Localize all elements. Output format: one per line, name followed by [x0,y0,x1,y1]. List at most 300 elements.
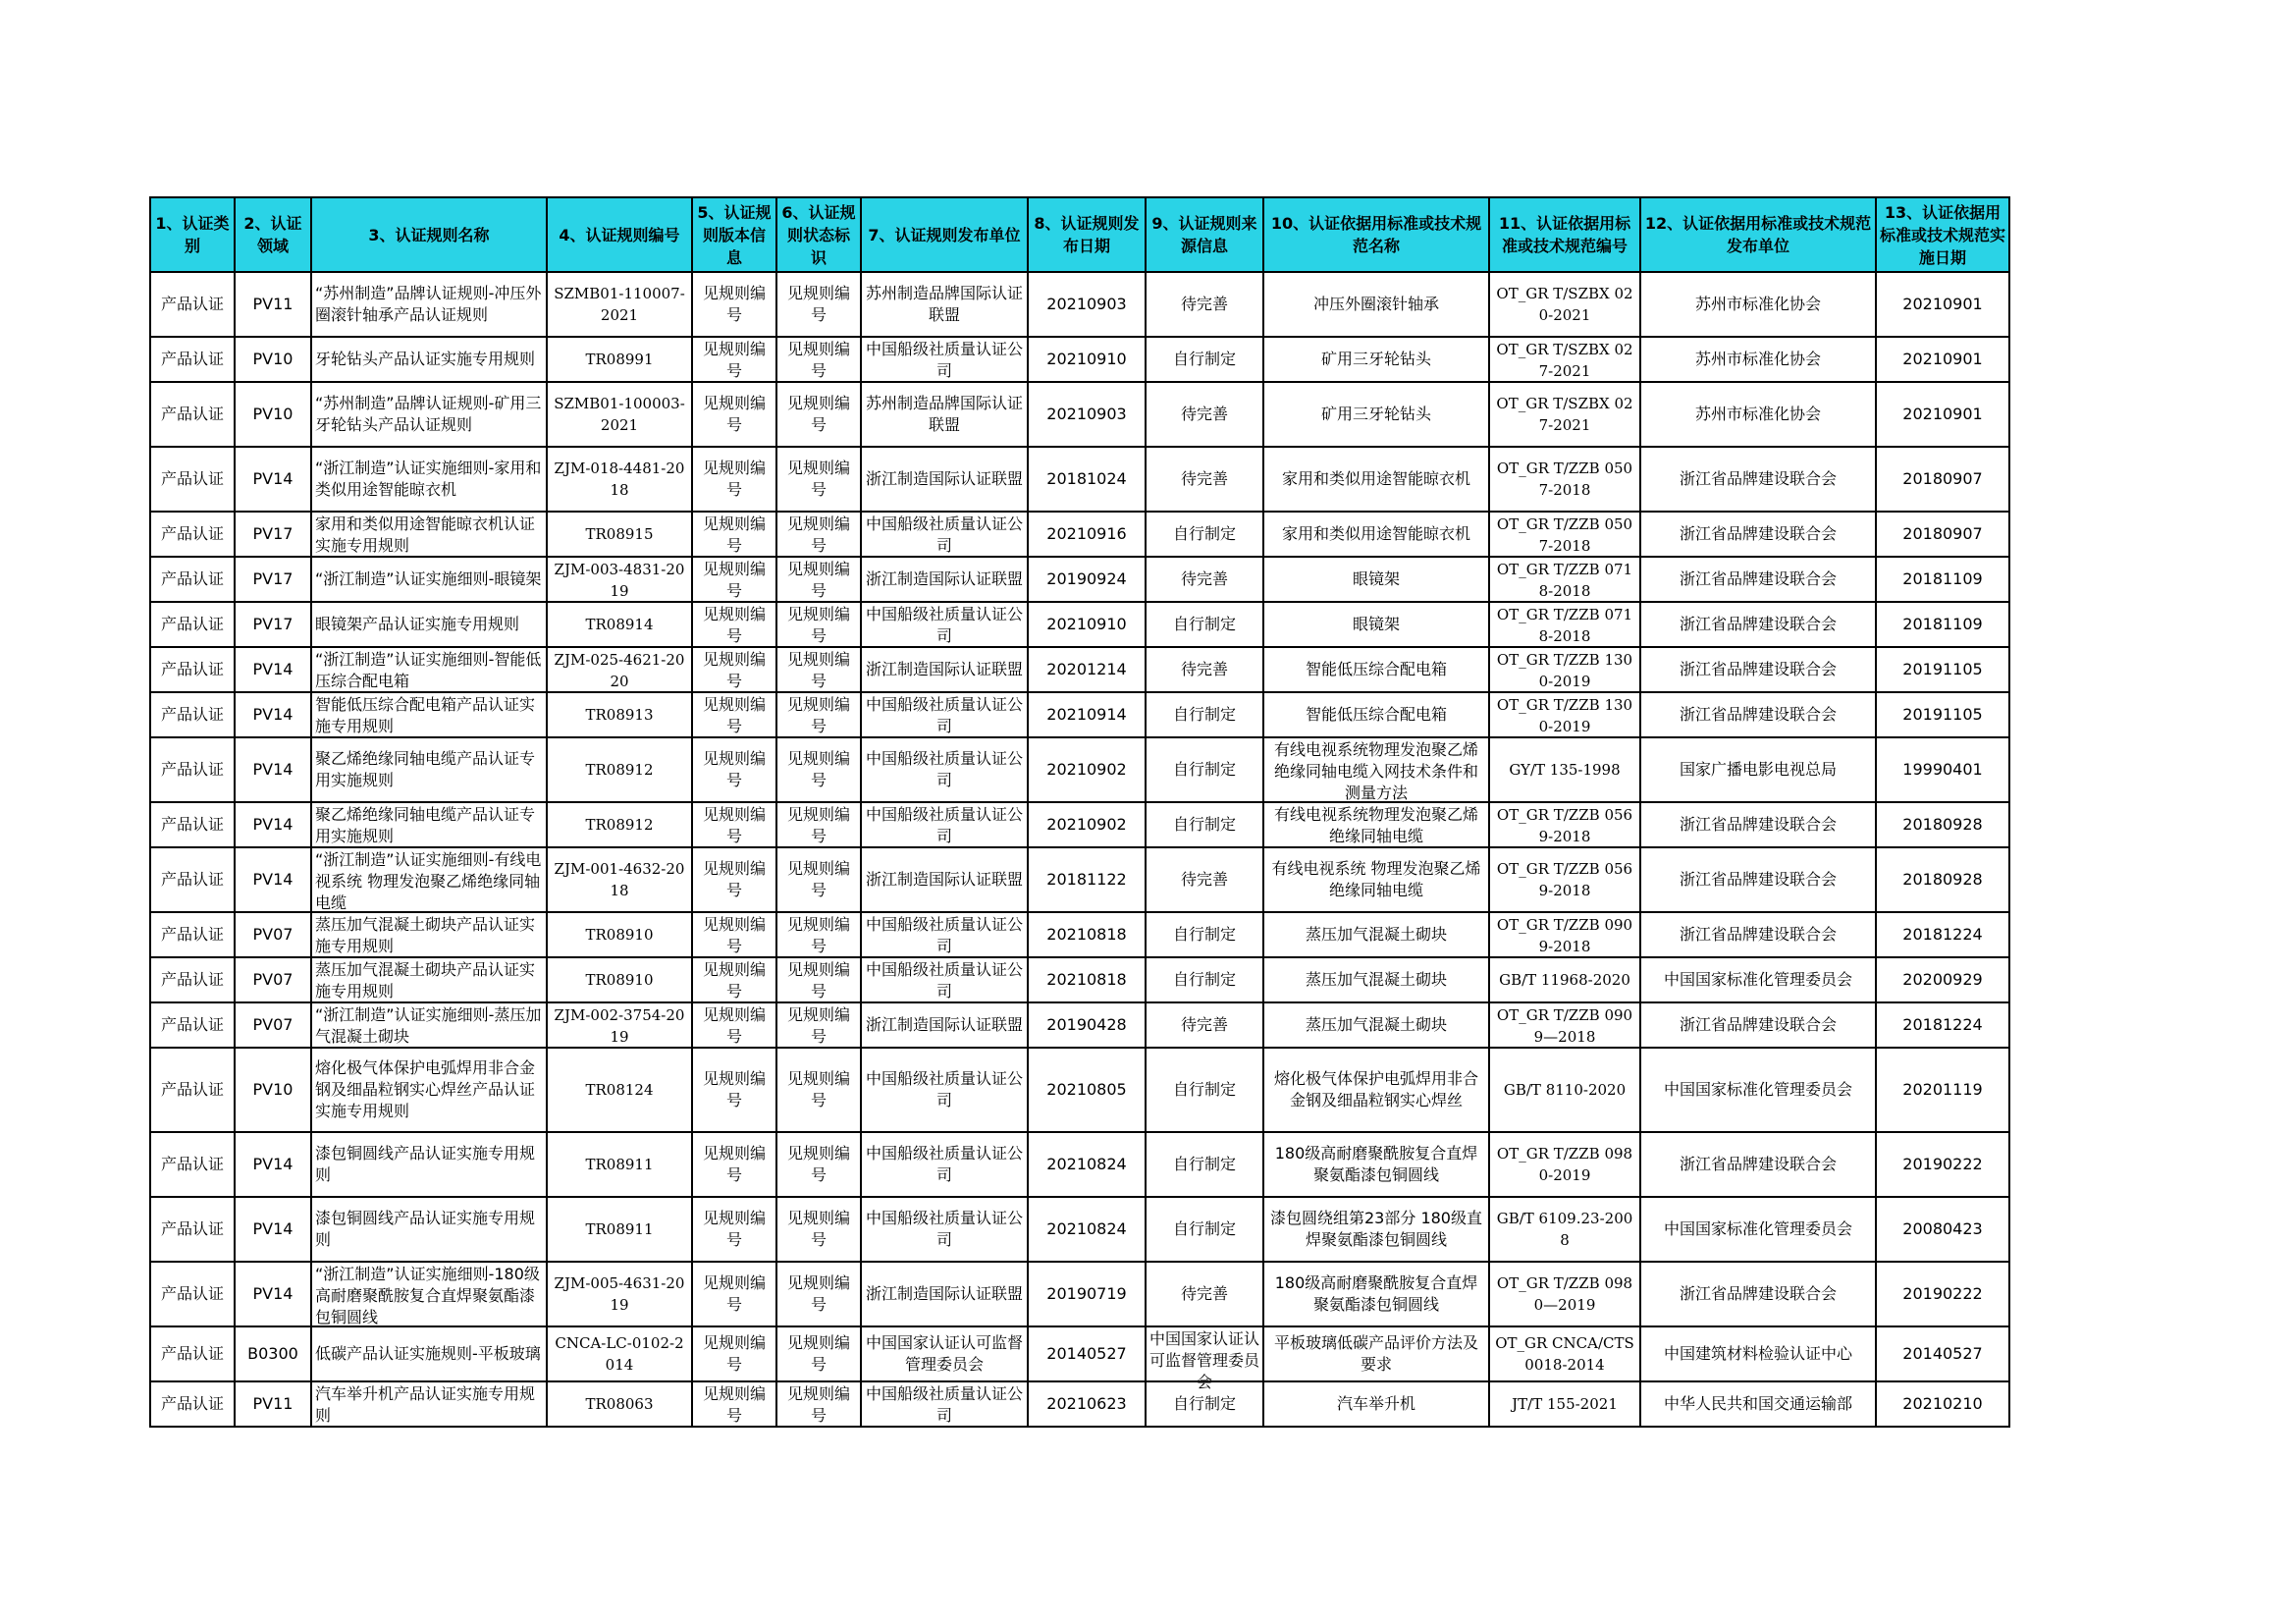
cell-col-5 [692,1262,776,1326]
cell-col-6 [776,382,861,447]
cell-col-1 [150,512,235,557]
cell-col-3 [311,647,547,692]
cell-text: 蒸压加气混凝土砌块 [1305,925,1447,944]
cell-text: PV14 [252,660,294,678]
cell-text: 牙轮钻头产品认证实施专用规则 [315,350,536,368]
cell-col-13 [1876,802,2009,847]
cell-text: 20210903 [1046,295,1127,313]
cell-col-3 [311,1262,547,1326]
table-row [150,1381,2009,1427]
cell-col-4 [547,647,692,692]
cell-col-1 [150,912,235,957]
cell-text: PV14 [252,1155,294,1173]
cell-text: B0300 [247,1344,298,1363]
cell-col-9 [1146,647,1263,692]
cell-col-8 [1028,1262,1146,1326]
cell-col-5 [692,1002,776,1048]
cell-col-12 [1640,382,1876,447]
cell-text: 自行制定 [1172,705,1236,724]
cell-col-9 [1146,1197,1263,1262]
cell-text: OT_GR T/ZZB 0569-2018 [1496,860,1633,899]
cell-text: 产品认证 [160,350,224,368]
cell-text: 20210818 [1046,925,1127,944]
cell-col-10 [1263,337,1489,382]
cell-col-9 [1146,382,1263,447]
cell-col-8 [1028,802,1146,847]
cell-col-6 [776,272,861,337]
cell-col-10 [1263,602,1489,647]
cell-text: 19990401 [1902,760,1983,779]
cell-col-3 [311,692,547,737]
cell-col-9 [1146,912,1263,957]
cell-text: 浙江省品牌建设联合会 [1679,660,1837,678]
cell-text: 产品认证 [160,1015,224,1034]
cell-text: 20210824 [1046,1155,1127,1173]
cell-col-10 [1263,647,1489,692]
cell-text: 浙江制造国际认证联盟 [865,469,1023,488]
column-header-9: 9、认证规则来源信息 [1146,197,1263,272]
cell-col-4 [547,1002,692,1048]
cell-col-13 [1876,557,2009,602]
cell-text: 见规则编号 [786,514,850,555]
cell-text: 智能低压综合配电箱 [1305,705,1447,724]
cell-text: 眼镜架 [1352,569,1400,588]
cell-text: 见规则编号 [786,1209,850,1249]
cell-text: 见规则编号 [702,805,766,845]
cell-col-4 [547,1048,692,1132]
table-row [150,912,2009,957]
cell-col-11 [1489,802,1640,847]
cell-col-2 [235,1326,311,1381]
table-row [150,272,2009,337]
cell-text: TR08911 [585,1220,654,1238]
cell-col-5 [692,1197,776,1262]
cell-col-11 [1489,512,1640,557]
cell-text: 见规则编号 [786,340,850,380]
cell-text: 聚乙烯绝缘同轴电缆产品认证专用实施规则 [315,749,536,789]
cell-col-13 [1876,447,2009,512]
column-header-5: 5、认证规则版本信息 [692,197,776,272]
cell-text: 20190428 [1046,1015,1127,1034]
cell-col-13 [1876,382,2009,447]
cell-text: 20181224 [1902,1015,1983,1034]
cell-text: OT_GR T/ZZB 0980-2019 [1496,1145,1633,1184]
cell-col-13 [1876,647,2009,692]
cell-col-6 [776,957,861,1002]
cell-text: PV14 [252,760,294,779]
cell-text: 中国国家标准化管理委员会 [1663,1219,1852,1238]
cell-text: 20080423 [1902,1219,1983,1238]
cell-text: PV14 [252,1284,294,1303]
cell-text: 浙江制造国际认证联盟 [865,1015,1023,1034]
cell-col-12 [1640,1326,1876,1381]
cell-text: 见规则编号 [702,1384,766,1425]
cell-col-6 [776,1197,861,1262]
cell-col-12 [1640,1002,1876,1048]
cell-text: 见规则编号 [702,340,766,380]
cell-col-5 [692,912,776,957]
column-header-11: 11、认证依据用标准或技术规范编号 [1489,197,1640,272]
cell-text: 20190924 [1046,569,1127,588]
cell-text: 见规则编号 [786,1005,850,1046]
cell-text: PV10 [252,1080,294,1099]
cell-col-8 [1028,737,1146,802]
cell-col-1 [150,337,235,382]
cell-text: 待完善 [1180,1015,1228,1034]
cell-col-6 [776,1262,861,1326]
column-header-6: 6、认证规则状态标识 [776,197,861,272]
cell-col-3 [311,602,547,647]
cell-col-12 [1640,647,1876,692]
cell-col-9 [1146,1048,1263,1132]
cell-text: “浙江制造”认证实施细则-180级高耐磨聚酰胺复合直焊聚氨酯漆包铜圆线 [315,1265,540,1326]
column-header-3: 3、认证规则名称 [311,197,547,272]
table-row [150,512,2009,557]
cell-text: 自行制定 [1172,1219,1236,1238]
cell-col-7 [861,382,1028,447]
cell-text: 产品认证 [160,569,224,588]
cell-col-7 [861,272,1028,337]
cell-text: 自行制定 [1172,970,1236,989]
cell-col-8 [1028,382,1146,447]
cell-col-13 [1876,737,2009,802]
cell-col-11 [1489,1132,1640,1197]
cell-text: PV17 [252,569,294,588]
table-row [150,1262,2009,1326]
column-header-10: 10、认证依据用标准或技术规范名称 [1263,197,1489,272]
cell-text: 见规则编号 [786,459,850,499]
cell-text: 产品认证 [160,524,224,543]
cell-col-1 [150,692,235,737]
cell-text: 矿用三牙轮钻头 [1320,405,1431,423]
cell-col-5 [692,1132,776,1197]
table-header [150,197,2009,272]
cell-col-12 [1640,912,1876,957]
cell-text: 见规则编号 [702,960,766,1001]
cell-col-2 [235,557,311,602]
cell-col-7 [861,602,1028,647]
cell-col-10 [1263,692,1489,737]
cell-col-1 [150,382,235,447]
cell-col-6 [776,557,861,602]
cell-text: 漆包铜圆线产品认证实施专用规则 [315,1209,536,1249]
cell-text: 自行制定 [1172,925,1236,944]
cell-col-10 [1263,1002,1489,1048]
cell-text: TR08911 [585,1156,654,1173]
cell-col-4 [547,382,692,447]
cell-col-9 [1146,272,1263,337]
cell-col-10 [1263,1381,1489,1427]
cell-col-13 [1876,602,2009,647]
cell-text: 中国船级社质量认证公司 [865,605,1023,645]
cell-col-7 [861,1381,1028,1427]
cell-col-5 [692,382,776,447]
cell-text: 20180907 [1902,469,1983,488]
cell-text: TR08910 [585,971,654,989]
cell-text: 浙江制造国际认证联盟 [865,569,1023,588]
cell-text: 产品认证 [160,295,224,313]
cell-text: 见规则编号 [702,1005,766,1046]
cell-text: OT_GR T/ZZB 0718-2018 [1496,561,1633,600]
cell-col-6 [776,802,861,847]
cell-col-6 [776,847,861,912]
cell-col-6 [776,647,861,692]
cell-text: 中国船级社质量认证公司 [865,1144,1023,1184]
cell-col-5 [692,847,776,912]
cell-col-5 [692,272,776,337]
cell-col-10 [1263,912,1489,957]
cell-col-13 [1876,512,2009,557]
cell-col-10 [1263,557,1489,602]
cell-text: GY/T 135-1998 [1509,761,1621,779]
cell-col-7 [861,1132,1028,1197]
cell-text: 见规则编号 [786,749,850,789]
cell-col-4 [547,1262,692,1326]
cell-col-13 [1876,912,2009,957]
cell-col-4 [547,802,692,847]
cell-col-11 [1489,737,1640,802]
cell-text: 待完善 [1180,469,1228,488]
cell-text: 漆包圆绕组第23部分 180级直焊聚氨酯漆包铜圆线 [1270,1209,1482,1249]
cell-text: PV14 [252,870,294,889]
cell-col-2 [235,1132,311,1197]
cell-col-5 [692,447,776,512]
cell-col-6 [776,512,861,557]
cell-col-13 [1876,1381,2009,1427]
table-row [150,1048,2009,1132]
cell-text: 20210901 [1902,405,1983,423]
cell-col-12 [1640,557,1876,602]
cell-text: 智能低压综合配电箱产品认证实施专用规则 [315,695,536,735]
cell-col-8 [1028,1381,1146,1427]
cell-text: OT_GR T/ZZB 1300-2019 [1496,651,1633,690]
cell-text: 见规则编号 [702,560,766,600]
cell-text: 20201214 [1046,660,1127,678]
cell-col-4 [547,912,692,957]
cell-text: 20140527 [1902,1344,1983,1363]
cell-text: 中国建筑材料检验认证中心 [1663,1344,1852,1363]
cell-text: 产品认证 [160,760,224,779]
cell-col-8 [1028,1002,1146,1048]
cell-col-13 [1876,1262,2009,1326]
cell-text: 20190222 [1902,1284,1983,1303]
cell-text: 产品认证 [160,1219,224,1238]
cell-col-1 [150,802,235,847]
cell-col-12 [1640,447,1876,512]
cell-col-2 [235,382,311,447]
table-row [150,692,2009,737]
column-header-4: 4、认证规则编号 [547,197,692,272]
cell-col-6 [776,1048,861,1132]
cell-col-11 [1489,447,1640,512]
cell-col-7 [861,1262,1028,1326]
cell-text: 见规则编号 [786,284,850,324]
cell-text: 中国船级社质量认证公司 [865,514,1023,555]
cell-col-13 [1876,1197,2009,1262]
cell-text: 20210914 [1046,705,1127,724]
cell-text: OT_GR T/ZZB 0507-2018 [1496,460,1633,499]
cell-col-7 [861,447,1028,512]
cell-col-9 [1146,1132,1263,1197]
table-row [150,382,2009,447]
cell-col-11 [1489,847,1640,912]
cell-col-11 [1489,1002,1640,1048]
cell-col-8 [1028,1197,1146,1262]
cell-text: 苏州制造品牌国际认证联盟 [865,284,1023,324]
cell-text: 见规则编号 [786,695,850,735]
cell-col-12 [1640,272,1876,337]
cell-text: 蒸压加气混凝土砌块产品认证实施专用规则 [315,915,536,955]
cell-text: 苏州制造品牌国际认证联盟 [865,394,1023,434]
cell-text: 浙江省品牌建设联合会 [1679,925,1837,944]
cell-col-10 [1263,1326,1489,1381]
cell-text: 见规则编号 [786,605,850,645]
cell-text: 20210910 [1046,350,1127,368]
cell-text: 20190719 [1046,1284,1127,1303]
cell-text: 自行制定 [1172,815,1236,834]
cell-col-7 [861,557,1028,602]
cell-col-2 [235,1262,311,1326]
cell-col-5 [692,802,776,847]
cell-col-3 [311,557,547,602]
cell-col-11 [1489,1197,1640,1262]
cell-text: OT_GR CNCA/CTS 0018-2014 [1495,1334,1634,1374]
cell-text: PV17 [252,615,294,633]
cell-col-8 [1028,337,1146,382]
cell-col-2 [235,1197,311,1262]
cell-text: 自行制定 [1172,760,1236,779]
cell-text: 产品认证 [160,705,224,724]
cell-text: 苏州市标准化协会 [1694,405,1821,423]
cell-col-13 [1876,847,2009,912]
table-row [150,447,2009,512]
cell-col-9 [1146,692,1263,737]
cell-col-8 [1028,512,1146,557]
cell-text: 蒸压加气混凝土砌块产品认证实施专用规则 [315,960,536,1001]
cell-col-9 [1146,512,1263,557]
cell-col-3 [311,802,547,847]
cell-col-6 [776,602,861,647]
cell-text: 见规则编号 [702,1209,766,1249]
cell-text: 中国船级社质量认证公司 [865,340,1023,380]
cell-col-7 [861,1326,1028,1381]
cell-text: 中国船级社质量认证公司 [865,1069,1023,1109]
cell-text: “浙江制造”认证实施细则-家用和类似用途智能晾衣机 [315,459,542,499]
table-row [150,602,2009,647]
cell-col-3 [311,737,547,802]
cell-text: 产品认证 [160,660,224,678]
cell-text: GB/T 8110-2020 [1503,1081,1627,1099]
table-row [150,647,2009,692]
cell-text: 中国国家标准化管理委员会 [1663,970,1852,989]
cell-text: GB/T 6109.23-2008 [1496,1210,1633,1249]
cell-text: 待完善 [1180,870,1228,889]
cell-text: 眼镜架产品认证实施专用规则 [315,615,520,633]
cell-col-13 [1876,272,2009,337]
cell-col-1 [150,737,235,802]
cell-text: 见规则编号 [702,459,766,499]
cell-col-8 [1028,912,1146,957]
cell-text: “浙江制造”认证实施细则-眼镜架 [315,569,542,588]
cell-text: 20200929 [1902,970,1983,989]
cell-text: PV07 [252,1015,294,1034]
cell-text: “浙江制造”认证实施细则-有线电视系统 物理发泡聚乙烯绝缘同轴电缆 [315,850,542,912]
cell-col-10 [1263,1197,1489,1262]
cell-col-6 [776,737,861,802]
cell-text: 待完善 [1180,1284,1228,1303]
cell-text: 有线电视系统物理发泡聚乙烯绝缘同轴电缆 [1273,805,1478,845]
cell-text: PV10 [252,405,294,423]
cell-col-13 [1876,337,2009,382]
cell-text: “苏州制造”品牌认证规则-冲压外圈滚针轴承产品认证规则 [315,284,542,324]
cell-col-7 [861,512,1028,557]
cell-text: 见规则编号 [702,1069,766,1109]
cell-col-5 [692,692,776,737]
cell-col-3 [311,1132,547,1197]
cell-col-12 [1640,1197,1876,1262]
cell-col-10 [1263,957,1489,1002]
cell-col-2 [235,1381,311,1427]
header-row [150,197,2009,272]
cell-text: ZJM-002-3754-2019 [554,1006,685,1046]
cell-text: GB/T 11968-2020 [1499,971,1630,989]
cell-text: 20181109 [1902,569,1983,588]
cell-text: 20201119 [1902,1080,1983,1099]
cell-col-7 [861,647,1028,692]
cell-text: ZJM-003-4831-2019 [554,561,685,600]
cell-text: SZMB01-100003-2021 [554,395,685,434]
cell-col-1 [150,272,235,337]
cell-col-10 [1263,847,1489,912]
cell-col-7 [861,737,1028,802]
cell-text: OT_GR T/ZZB 0718-2018 [1496,606,1633,645]
cell-text: 低碳产品认证实施规则-平板玻璃 [315,1344,541,1363]
cell-text: 蒸压加气混凝土砌块 [1305,970,1447,989]
cell-text: 20210916 [1046,524,1127,543]
cell-text: 见规则编号 [786,394,850,434]
column-header-1: 1、认证类别 [150,197,235,272]
cell-col-9 [1146,847,1263,912]
cell-col-3 [311,1002,547,1048]
cell-text: 产品认证 [160,1284,224,1303]
cell-text: 20210902 [1046,760,1127,779]
cell-col-11 [1489,1326,1640,1381]
cell-text: 浙江省品牌建设联合会 [1679,815,1837,834]
cell-text: 家用和类似用途智能晾衣机 [1281,469,1470,488]
cell-col-11 [1489,692,1640,737]
cell-text: 浙江省品牌建设联合会 [1679,1155,1837,1173]
cell-text: 见规则编号 [702,749,766,789]
cell-text: 20210805 [1046,1080,1127,1099]
cell-text: OT_GR T/ZZB 0980—2019 [1496,1274,1633,1314]
cell-text: 产品认证 [160,870,224,889]
cell-text: 浙江省品牌建设联合会 [1679,1284,1837,1303]
cell-text: 见规则编号 [702,394,766,434]
cell-text: PV11 [252,1394,294,1413]
cell-col-9 [1146,337,1263,382]
cell-text: 浙江制造国际认证联盟 [865,870,1023,889]
cell-text: 见规则编号 [786,960,850,1001]
cell-col-6 [776,912,861,957]
cell-col-2 [235,802,311,847]
cell-text: 智能低压综合配电箱 [1305,660,1447,678]
cell-col-4 [547,737,692,802]
cell-text: CNCA-LC-0102-2014 [555,1334,684,1374]
cell-col-9 [1146,602,1263,647]
table-row [150,847,2009,912]
cell-text: 熔化极气体保护电弧焊用非合金钢及细晶粒钢实心焊丝产品认证实施专用规则 [315,1058,536,1120]
cell-text: 产品认证 [160,405,224,423]
